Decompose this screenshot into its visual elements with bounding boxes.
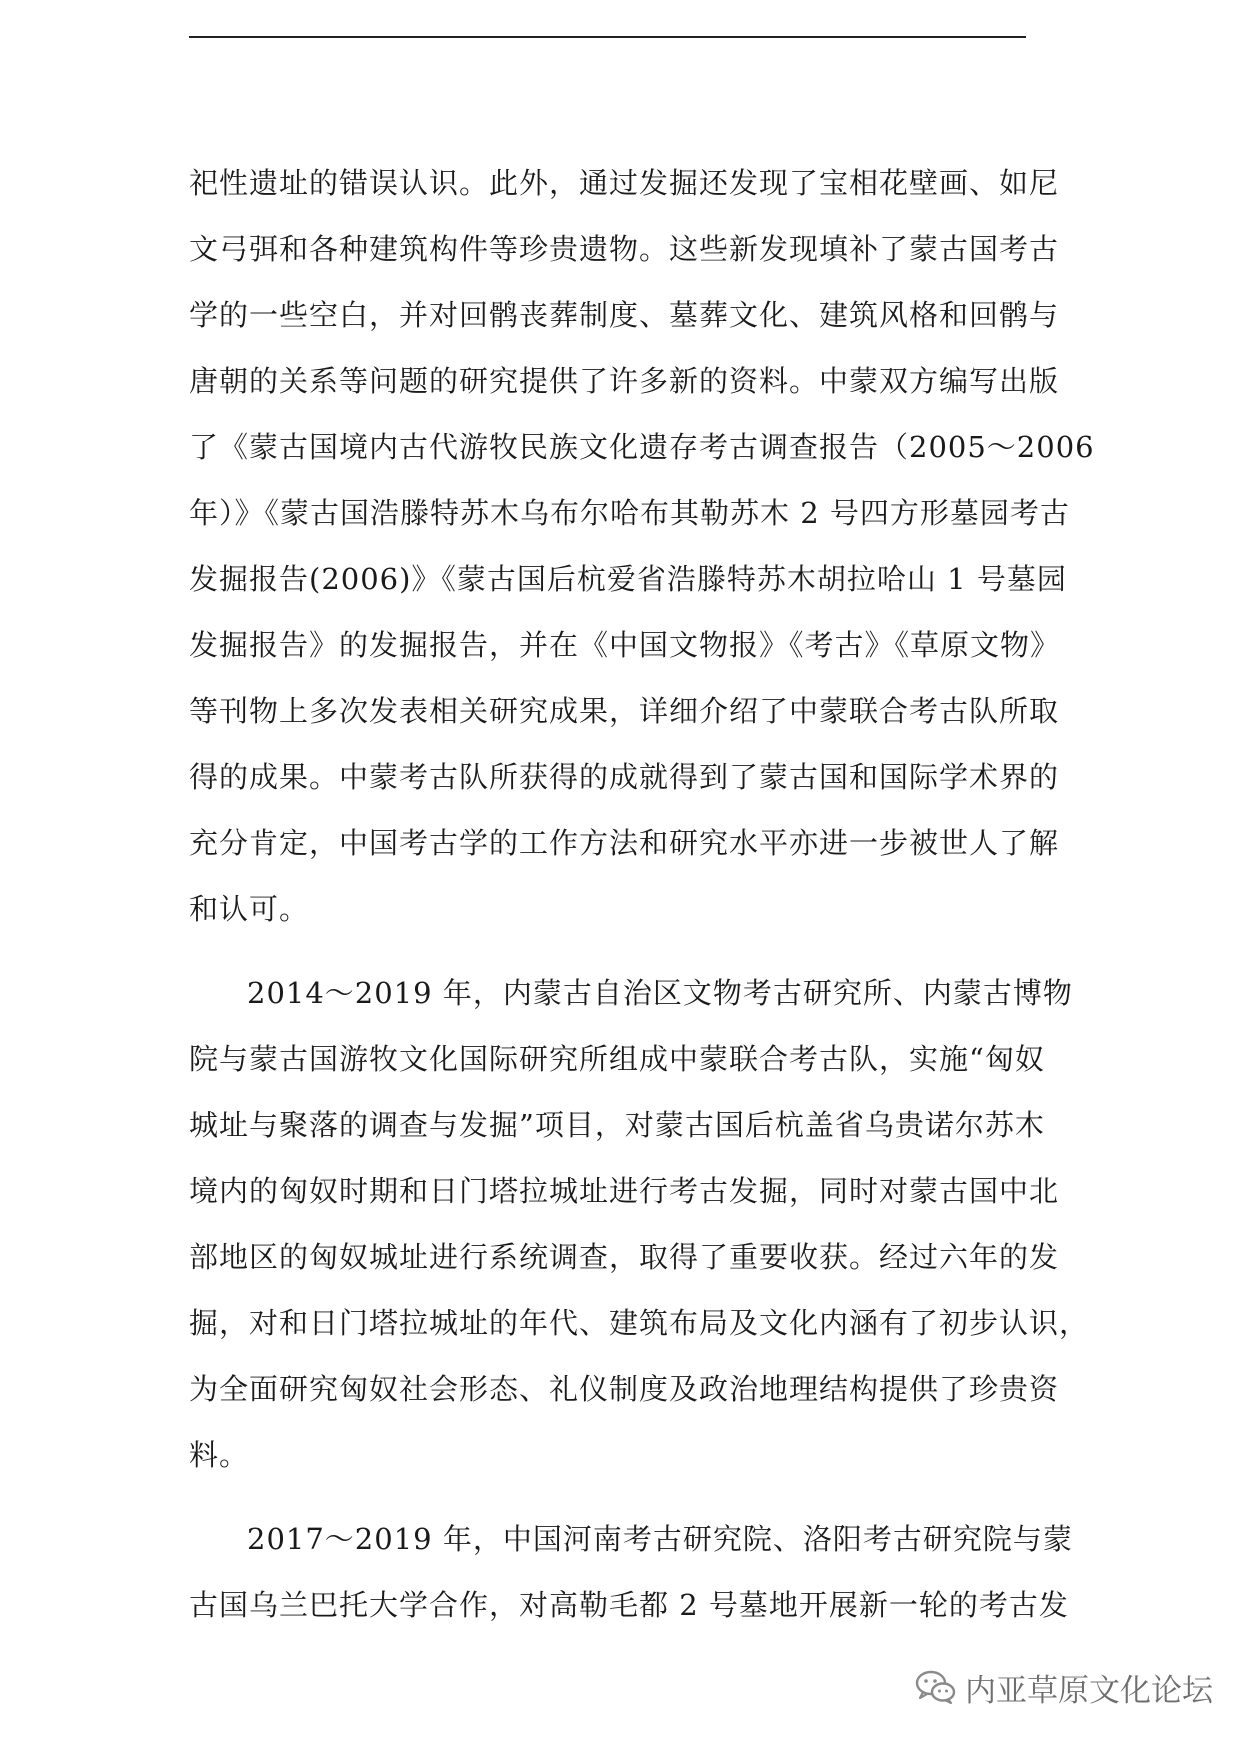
- text-line: 和认可。: [189, 892, 310, 926]
- text-line: 城址与聚落的调查与发掘”项目，对蒙古国后杭盖省乌贵诺尔苏木: [189, 1108, 1045, 1142]
- text-line: 祀性遗址的错误认识。此外，通过发掘还发现了宝相花壁画、如尼: [189, 166, 1060, 200]
- text-line: 了《蒙古国境内古代游牧民族文化遗存考古调查报告（2005～2006: [189, 430, 1095, 464]
- watermark-text: 内亚草原文化论坛: [965, 1672, 1213, 1709]
- text-line: 充分肯定，中国考古学的工作方法和研究水平亦进一步被世人了解: [189, 826, 1060, 860]
- text-line: 2017～2019 年，中国河南考古研究院、洛阳考古研究院与蒙: [247, 1522, 1073, 1556]
- text-line: 文弓弭和各种建筑构件等珍贵遗物。这些新发现填补了蒙古国考古: [189, 232, 1060, 266]
- text-line: 古国乌兰巴托大学合作，对高勒毛都 2 号墓地开展新一轮的考古发: [189, 1588, 1069, 1622]
- text-line: 为全面研究匈奴社会形态、礼仪制度及政治地理结构提供了珍贵资: [189, 1372, 1060, 1406]
- text-line: 境内的匈奴时期和日门塔拉城址进行考古发掘，同时对蒙古国中北: [189, 1174, 1060, 1208]
- document-body: [189, 150, 1095, 1638]
- paragraph-2: [189, 960, 1090, 1488]
- text-line: 年）》《蒙古国浩滕特苏木乌布尔哈布其勒苏木 2 号四方形墓园考古: [189, 496, 1070, 530]
- wechat-icon: [915, 1669, 957, 1705]
- text-line: 唐朝的关系等问题的研究提供了许多新的资料。中蒙双方编写出版: [189, 364, 1060, 398]
- header-rule: [189, 36, 1026, 38]
- paragraph-gap: [189, 942, 1026, 960]
- watermark: [915, 1660, 1213, 1714]
- text-line: 发掘报告》的发掘报告，并在《中国文物报》《考古》《草原文物》: [189, 628, 1061, 662]
- paragraph-1: [189, 150, 1095, 942]
- text-line: 发掘报告(2006)》《蒙古国后杭爱省浩滕特苏木胡拉哈山 1 号墓园: [189, 562, 1067, 596]
- paragraph-3: [189, 1506, 1073, 1638]
- text-line: 2014～2019 年，内蒙古自治区文物考古研究所、内蒙古博物: [247, 976, 1073, 1010]
- text-line: 掘，对和日门塔拉城址的年代、建筑布局及文化内涵有了初步认识，: [189, 1306, 1090, 1340]
- text-line: 部地区的匈奴城址进行系统调查，取得了重要收获。经过六年的发: [189, 1240, 1060, 1274]
- text-line: 料。: [189, 1438, 250, 1472]
- text-line: 学的一些空白，并对回鹘丧葬制度、墓葬文化、建筑风格和回鹘与: [189, 298, 1060, 332]
- paragraph-gap: [189, 1488, 1026, 1506]
- text-line: 院与蒙古国游牧文化国际研究所组成中蒙联合考古队，实施“匈奴: [189, 1042, 1045, 1076]
- text-line: 得的成果。中蒙考古队所获得的成就得到了蒙古国和国际学术界的: [189, 760, 1060, 794]
- text-line: 等刊物上多次发表相关研究成果，详细介绍了中蒙联合考古队所取: [189, 694, 1060, 728]
